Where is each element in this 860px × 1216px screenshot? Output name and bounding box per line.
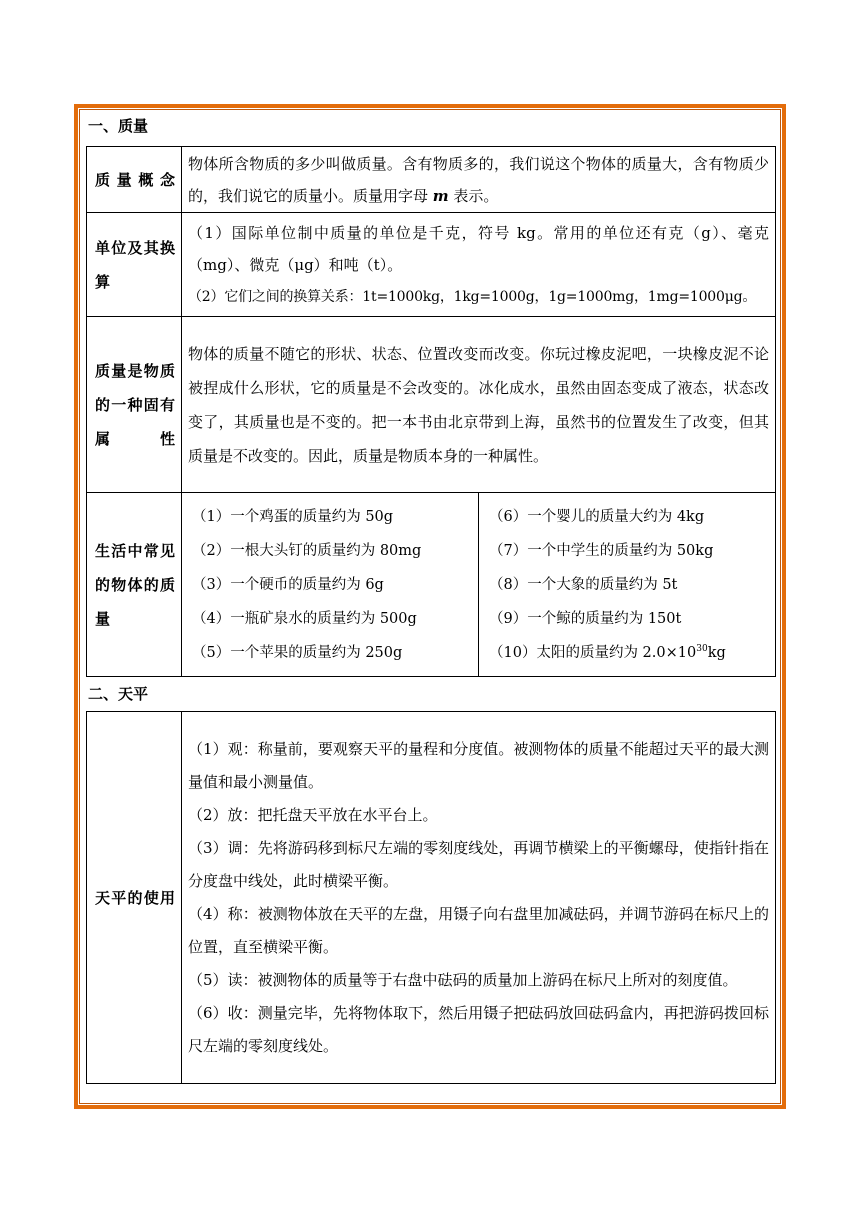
usage-step: （3）调：先将游码移到标尺左端的零刻度线处，再调节横梁上的平衡螺母，使指针指在分度盘中线处，此时横梁平衡。 [188,838,769,890]
usage-step: （4）称：被测物体放在天平的左盘，用镊子向右盘里加减砝码，并调节游码在标尺上的位置，直至横梁平衡。 [188,904,769,956]
row-content-concept [182,147,776,213]
row-label-usage: 天平的使用 [87,712,182,1084]
example-item: （5）一个苹果的质量约为 250g [192,644,403,661]
usage-step: （6）收：测量完毕，先将物体取下，然后用镊子把砝码放回砝码盒内，再把游码拨回标尺左端的零刻度线处。 [188,1003,769,1055]
examples-left-column [182,493,479,677]
row-content-units [182,213,776,317]
row-label-concept: 质量概念 [87,147,182,213]
example-item: （3）一个硬币的质量约为 6g [192,576,384,593]
examples-right-column [479,493,776,677]
concept-text-before: 物体所含物质的多少叫做质量。含有物质多的，我们说这个物体的质量大，含有物质少的，我们说它的质量小。质量用字母 [188,154,769,205]
concept-text-after: 表示。 [448,186,499,205]
table-row-usage [87,712,776,1084]
example-item: （4）一瓶矿泉水的质量约为 500g [192,610,417,627]
mass-table [86,146,776,677]
usage-step: （2）放：把托盘天平放在水平台上。 [188,805,438,824]
concept-symbol-m: m [432,186,449,205]
balance-table [86,711,776,1084]
sun-mass-prefix: （10）太阳的质量约为 2.0×10 [489,644,697,661]
example-item: （6）一个婴儿的质量大约为 4kg [489,508,705,525]
section-heading-balance: 二、天平 [88,685,149,703]
example-item: （9）一个鲸的质量约为 150t [489,610,682,627]
row-label-property: 质量是物质的一种固有属性 [87,317,182,493]
usage-step: （5）读：被测物体的质量等于右盘中砝码的质量加上游码在标尺上所对的刻度值。 [188,970,738,989]
example-item: （7）一个中学生的质量约为 50kg [489,542,714,559]
table-row-concept [87,147,776,213]
sun-mass-exponent: 30 [696,643,708,654]
row-label-units: 单位及其换算 [87,213,182,317]
row-content-usage [182,712,776,1084]
example-item: （8）一个大象的质量约为 5t [489,576,678,593]
units-paragraph-1: （1）国际单位制中质量的单位是千克，符号 kg。常用的单位还有克（g）、毫克（mg）、微克（μg）和吨（t）。 [188,223,769,274]
example-item-sun [489,636,769,670]
usage-step: （1）观：称量前，要观察天平的量程和分度值。被测物体的质量不能超过天平的最大测量值和最小测量值。 [188,739,769,791]
example-item: （2）一根大头钉的质量约为 80mg [192,542,422,559]
table-row-examples [87,493,776,677]
sun-mass-unit: kg [707,644,726,661]
table-row-units [87,213,776,317]
section-heading-mass: 一、质量 [88,117,149,135]
row-content-property: 物体的质量不随它的形状、状态、位置改变而改变。你玩过橡皮泥吧，一块橡皮泥不论被捏成什么形状，它的质量是不会改变的。冰化成水，虽然由固态变成了液态，状态改变了，其质量也是不变的。把一本书由北京带到上海，虽然书的位置发生了改变，但其质量是不改变的。因此，质量是物质本身的一种属性。 [182,317,776,493]
units-paragraph-2: （2）它们之间的换算关系：1t=1000kg，1kg=1000g，1g=1000mg，1mg=1000μg。 [188,288,757,305]
example-item: （1）一个鸡蛋的质量约为 50g [192,508,394,525]
row-label-examples: 生活中常见的物体的质量 [87,493,182,677]
table-row-property [87,317,776,493]
